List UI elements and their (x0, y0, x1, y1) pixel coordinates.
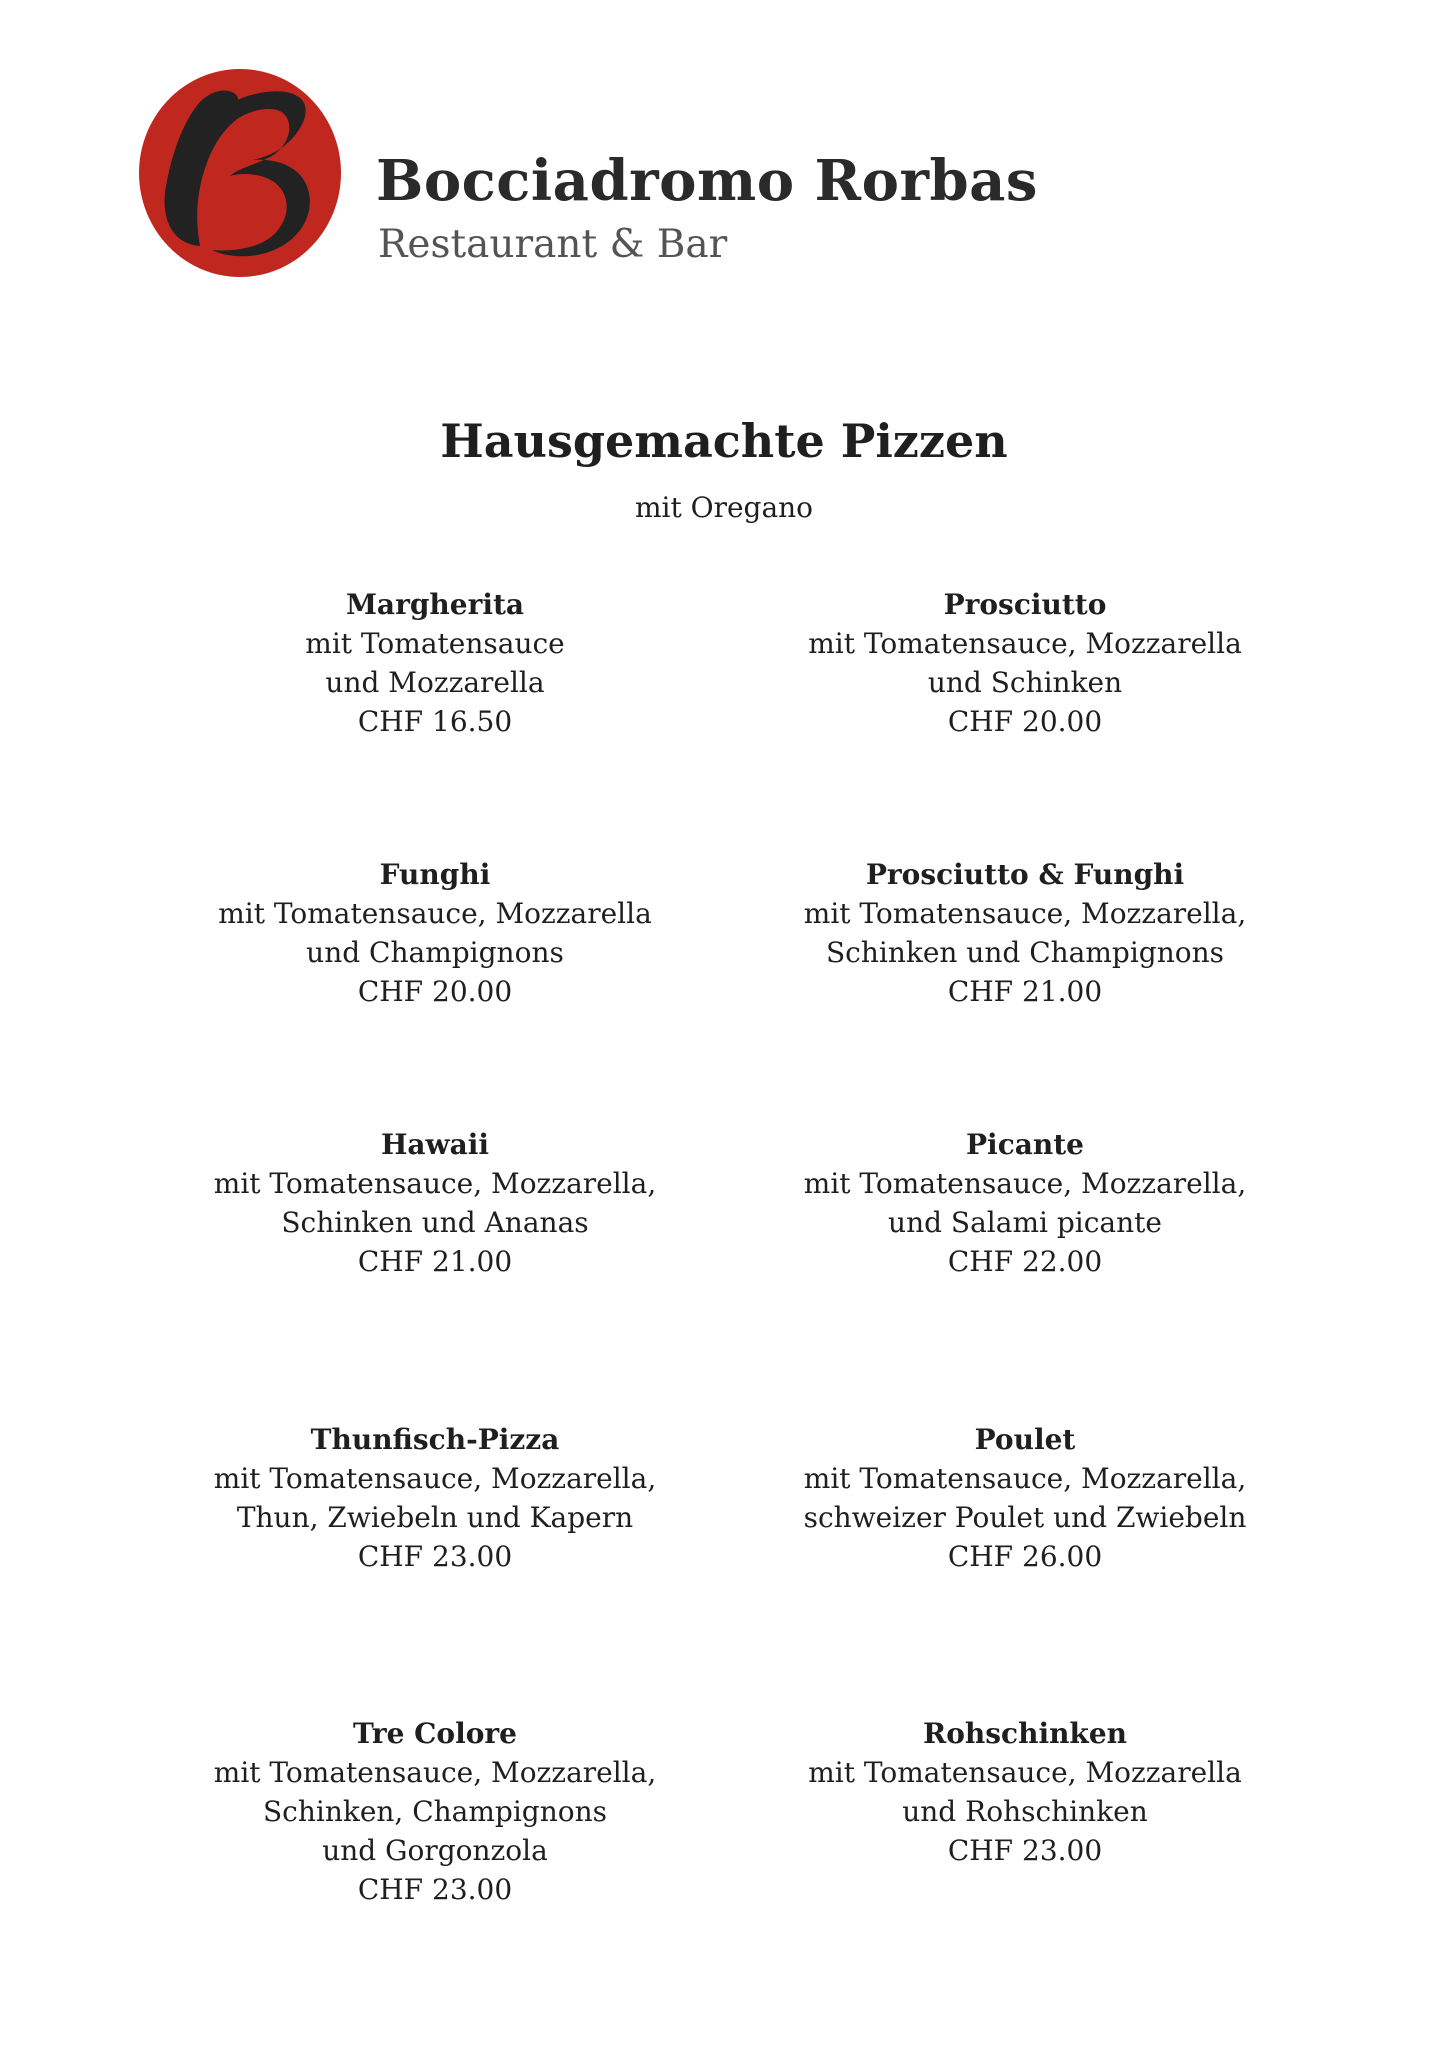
menu-item-description: mit Tomatensauce, Mozzarella, (213, 1756, 657, 1789)
menu-item-tre-colore (155, 1714, 715, 1909)
menu-item-description: und Salami picante (888, 1206, 1162, 1239)
menu-item-prosciutto-funghi (745, 855, 1305, 1011)
menu-item-price: CHF 22.00 (947, 1245, 1103, 1278)
menu-item-description: und Gorgonzola (322, 1834, 548, 1867)
menu-item-description: mit Tomatensauce (305, 627, 565, 660)
menu-item-funghi (155, 855, 715, 1011)
menu-item-name: Funghi (379, 858, 491, 891)
menu-item-name: Hawaii (380, 1128, 490, 1161)
menu-item-description: Schinken und Ananas (281, 1206, 589, 1239)
menu-item-description: mit Tomatensauce, Mozzarella, (803, 897, 1247, 930)
menu-item-description: mit Tomatensauce, Mozzarella, (803, 1167, 1247, 1200)
menu-item-description: und Champignons (306, 936, 564, 969)
menu-item-thunfisch-pizza (155, 1420, 715, 1576)
menu-item-description: mit Tomatensauce, Mozzarella, (803, 1462, 1247, 1495)
menu-item-price: CHF 21.00 (357, 1245, 513, 1278)
brand-tagline: Restaurant & Bar (378, 222, 728, 267)
menu-item-price: CHF 26.00 (947, 1540, 1103, 1573)
menu-item-description: mit Tomatensauce, Mozzarella (808, 1756, 1242, 1789)
menu-item-price: CHF 23.00 (357, 1873, 513, 1906)
menu-item-description: Thun, Zwiebeln und Kapern (236, 1501, 634, 1534)
menu-item-name: Prosciutto (943, 588, 1107, 621)
logo-b-icon (138, 68, 342, 278)
menu-item-picante (745, 1125, 1305, 1281)
menu-item-description: Schinken, Champignons (262, 1795, 608, 1828)
menu-item-hawaii (155, 1125, 715, 1281)
menu-item-price: CHF 21.00 (947, 975, 1103, 1008)
menu-item-description: und Schinken (927, 666, 1123, 699)
menu-item-description: mit Tomatensauce, Mozzarella (218, 897, 652, 930)
menu-item-name: Margherita (345, 588, 525, 621)
brand-name: Bocciadromo Rorbas (376, 148, 1038, 214)
menu-item-poulet (745, 1420, 1305, 1576)
menu-item-description: und Rohschinken (902, 1795, 1148, 1828)
menu-item-price: CHF 16.50 (357, 705, 513, 738)
menu-item-name: Prosciutto & Funghi (865, 858, 1185, 891)
menu-item-price: CHF 20.00 (947, 705, 1103, 738)
menu-item-name: Thunfisch-Pizza (310, 1423, 560, 1456)
menu-title: Hausgemachte Pizzen (440, 414, 1008, 468)
menu-item-price: CHF 23.00 (947, 1834, 1103, 1867)
menu-item-margherita (155, 585, 715, 741)
menu-item-name: Picante (966, 1128, 1084, 1161)
menu-item-rohschinken (745, 1714, 1305, 1870)
menu-item-description: mit Tomatensauce, Mozzarella, (213, 1167, 657, 1200)
menu-item-description: schweizer Poulet und Zwiebeln (803, 1501, 1247, 1534)
menu-item-description: mit Tomatensauce, Mozzarella, (213, 1462, 657, 1495)
menu-item-price: CHF 23.00 (357, 1540, 513, 1573)
menu-item-name: Poulet (974, 1423, 1076, 1456)
menu-item-description: Schinken und Champignons (825, 936, 1225, 969)
menu-subtitle: mit Oregano (634, 491, 814, 524)
menu-item-name: Rohschinken (922, 1717, 1128, 1750)
menu-item-description: mit Tomatensauce, Mozzarella (808, 627, 1242, 660)
menu-item-name: Tre Colore (353, 1717, 517, 1750)
menu-item-price: CHF 20.00 (357, 975, 513, 1008)
menu-item-prosciutto (745, 585, 1305, 741)
menu-item-description: und Mozzarella (325, 666, 545, 699)
